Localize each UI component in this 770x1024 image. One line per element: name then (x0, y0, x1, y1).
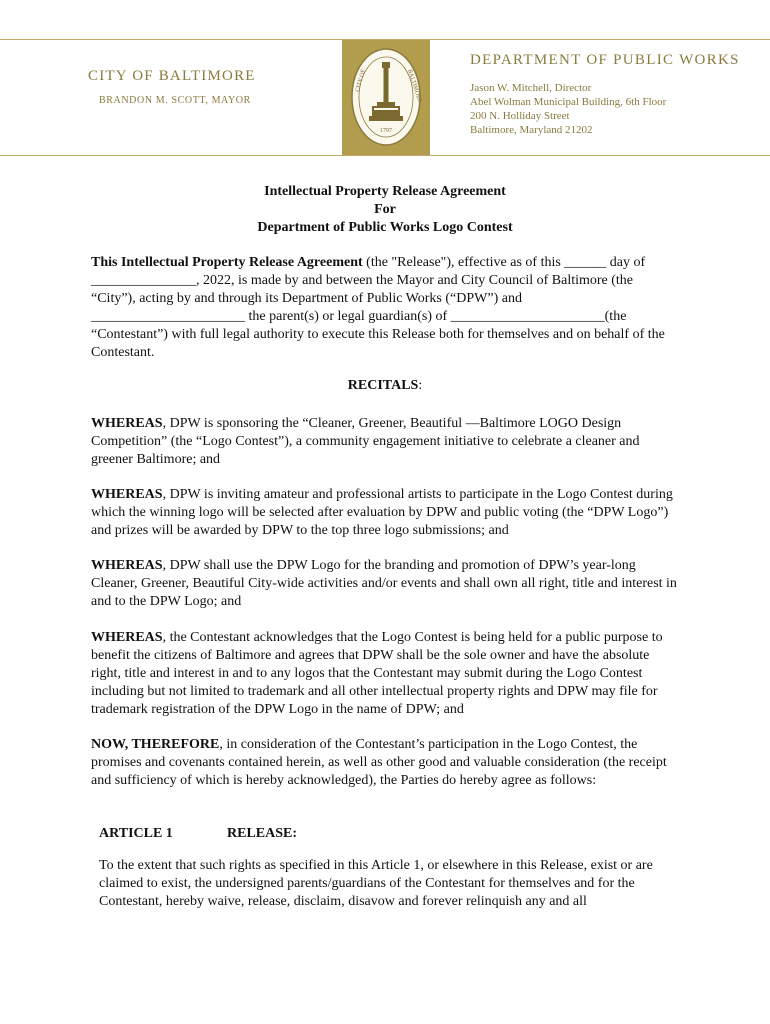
building-address: Abel Wolman Municipal Building, 6th Floor (470, 96, 667, 108)
seal-icon (342, 40, 430, 155)
seal-year: 1797 (380, 128, 392, 134)
therefore-clause (91, 736, 679, 790)
whereas-text: , DPW is sponsoring the “Cleaner, Greener, Beautiful —Baltimore LOGO Design Competition” (the “Logo Contest”), a community engagement initiative to celebrate a cleaner and greener Baltimore; and (91, 416, 640, 467)
article-body: To the extent that such rights as specified in this Article 1, or elsewhere in this Release, exist or are claimed to exist, the undersigned parents/guardians of the Contestant for themselves and for the Contestant, hereby waive, release, disclaim, disavow and forever relinquish any and all (99, 858, 653, 909)
article-heading (99, 826, 297, 842)
whereas-text: , the Contestant acknowledges that the Logo Contest is being held for a public purpose to benefit the citizens of Baltimore and agrees that DPW shall be the sole owner and have the absolute right, title and interest in and to any logos that the Contestant may submit during the Logo Contest including but not limited to trademark and all other intellectual property rights and DPW may file for trademark registration of the DPW Logo in the name of DPW; and (91, 630, 663, 717)
city-state-address: Baltimore, Maryland 21202 (470, 124, 593, 136)
letterhead-department-block (470, 52, 740, 137)
article-text (99, 857, 681, 911)
whereas-lead: WHEREAS (91, 487, 163, 502)
whereas-lead: WHEREAS (91, 558, 163, 573)
seal-left-text: CITY OF (355, 68, 367, 93)
director-name: Jason W. Mitchell, Director (470, 82, 592, 94)
recitals-colon: : (418, 378, 423, 393)
whereas-clause-2 (91, 486, 679, 540)
intro-text: (the "Release"), effective as of this ______ day of _______________, 2022, is made by and between the Mayor and City Council of Baltimore (the “City”), acting by and through its Department of Public Works (“DPW”) and ______________________ the parent(s) or legal guardian(s) of ______________________(the “Contestant”) with full legal authority to execute this Release both for themselves and on behalf of the Contestant. (91, 255, 665, 360)
document-title (0, 183, 770, 237)
intro-paragraph (91, 254, 679, 362)
title-line-2: For (374, 202, 396, 217)
whereas-lead: WHEREAS (91, 416, 163, 431)
recitals-heading-text: RECITALS (347, 378, 419, 393)
title-line-1: Intellectual Property Release Agreement (264, 184, 506, 199)
whereas-clause-1 (91, 415, 679, 469)
recitals-heading (0, 378, 770, 394)
letterhead-city-block (88, 68, 256, 106)
therefore-lead: NOW, THEREFORE (91, 737, 220, 752)
intro-lead: This Intellectual Property Release Agreement (91, 255, 363, 270)
article-number: ARTICLE 1 (99, 826, 173, 841)
whereas-text: , DPW is inviting amateur and professional artists to participate in the Logo Contest during which the winning logo will be selected after evaluation by DPW and public voting (the “DPW Logo”) and prizes will be awarded by DPW to the top three logo submissions; and (91, 487, 673, 538)
city-seal-logo (342, 40, 430, 155)
title-line-3: Department of Public Works Logo Contest (257, 220, 513, 235)
street-address: 200 N. Holliday Street (470, 110, 570, 122)
whereas-lead: WHEREAS (91, 630, 163, 645)
whereas-clause-4 (91, 629, 679, 719)
article-title: RELEASE: (227, 826, 298, 841)
department-name: DEPARTMENT OF PUBLIC WORKS (470, 52, 740, 68)
therefore-text: , in consideration of the Contestant’s participation in the Logo Contest, the promises and covenants contained herein, as well as other good and valuable consideration (the receipt and sufficiency of which is hereby acknowledged), the Parties do hereby agree as follows: (91, 737, 667, 788)
letterhead-bottom-rule (0, 155, 770, 156)
seal-right-text: BALTIMORE (406, 68, 423, 104)
mayor-name: BRANDON M. SCOTT, MAYOR (99, 95, 251, 106)
whereas-clause-3 (91, 557, 679, 611)
city-name: CITY OF BALTIMORE (88, 68, 256, 84)
whereas-text: , DPW shall use the DPW Logo for the branding and promotion of DPW’s year-long Cleaner, Greener, Beautiful City-wide activities and/or events and shall own all right, title and interest in and to the DPW Logo; and (91, 558, 677, 609)
